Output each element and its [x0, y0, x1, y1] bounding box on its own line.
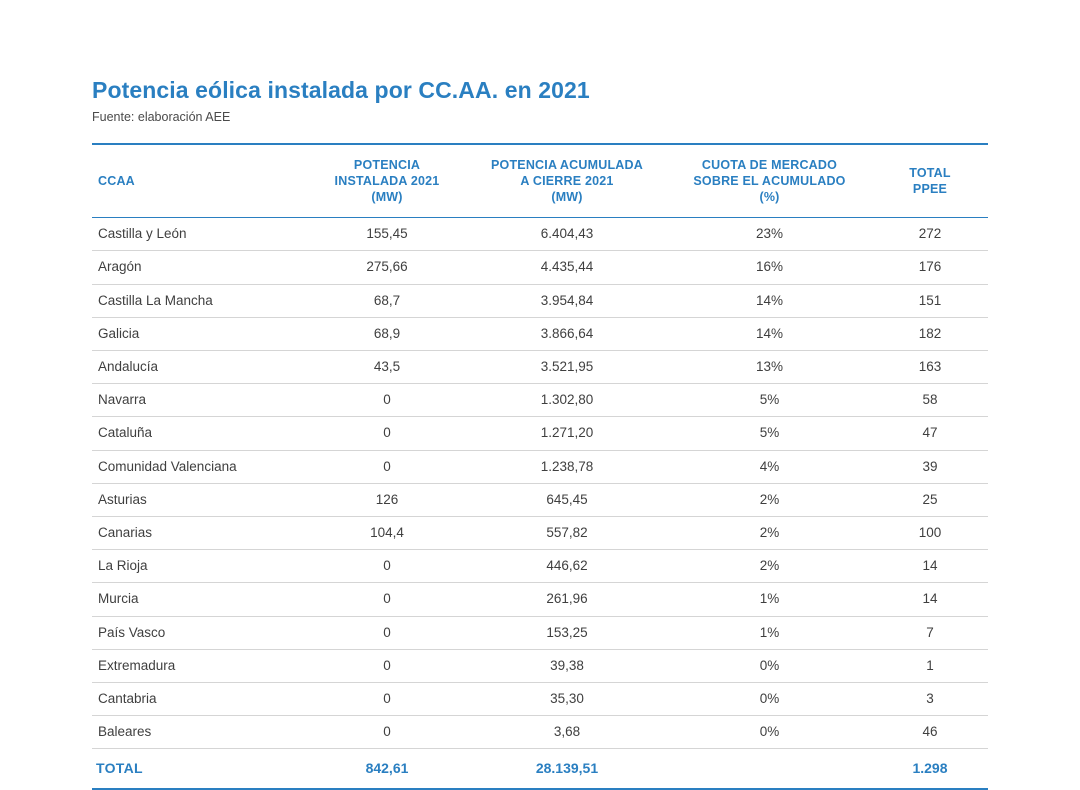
header-line: POTENCIA: [353, 158, 421, 173]
cell-ccaa: Cataluña: [92, 417, 307, 450]
cell-ccaa: Galicia: [92, 317, 307, 350]
cell-instalada: 126: [307, 483, 467, 516]
cell-ccaa: Andalucía: [92, 351, 307, 384]
table-row: [92, 317, 988, 350]
cell-instalada: 0: [307, 716, 467, 749]
cell-instalada: 104,4: [307, 516, 467, 549]
cell-ccaa: Baleares: [92, 716, 307, 749]
cell-ppee: 14: [872, 550, 988, 583]
cell-acumulada: 645,45: [467, 483, 667, 516]
cell-instalada: 155,45: [307, 218, 467, 251]
column-header-potencia-instalada: [307, 144, 467, 218]
cell-cuota: 13%: [667, 351, 872, 384]
cell-ppee: 1: [872, 649, 988, 682]
cell-cuota: 2%: [667, 550, 872, 583]
cell-cuota: 5%: [667, 384, 872, 417]
cell-ppee: 46: [872, 716, 988, 749]
header-line: TOTAL: [909, 166, 951, 181]
table-row: [92, 251, 988, 284]
header-line: A CIERRE 2021: [520, 174, 614, 189]
cell-cuota: 0%: [667, 716, 872, 749]
cell-acumulada: 4.435,44: [467, 251, 667, 284]
cell-ccaa: Navarra: [92, 384, 307, 417]
column-header-total-ppee: [872, 144, 988, 218]
cell-instalada: 68,7: [307, 284, 467, 317]
cell-ccaa: Cantabria: [92, 682, 307, 715]
cell-acumulada: 3.866,64: [467, 317, 667, 350]
table-row: [92, 682, 988, 715]
cell-instalada: 0: [307, 417, 467, 450]
cell-ppee: 151: [872, 284, 988, 317]
cell-instalada: 0: [307, 616, 467, 649]
cell-acumulada: 35,30: [467, 682, 667, 715]
header-line: SOBRE EL ACUMULADO: [693, 174, 846, 189]
cell-acumulada: 153,25: [467, 616, 667, 649]
table-row: [92, 384, 988, 417]
cell-acumulada: 261,96: [467, 583, 667, 616]
header-line: PPEE: [912, 182, 948, 197]
table-row: [92, 218, 988, 251]
table-row: [92, 716, 988, 749]
column-header-potencia-acumulada: [467, 144, 667, 218]
cell-ccaa: Murcia: [92, 583, 307, 616]
cell-acumulada: 1.271,20: [467, 417, 667, 450]
cell-cuota: 16%: [667, 251, 872, 284]
header-line: CCAA: [98, 174, 135, 189]
column-header-ccaa: [92, 144, 307, 218]
cell-ppee: 272: [872, 218, 988, 251]
table-row: [92, 351, 988, 384]
cell-instalada: 0: [307, 450, 467, 483]
cell-ppee: 7: [872, 616, 988, 649]
table-row: [92, 516, 988, 549]
cell-cuota: 0%: [667, 649, 872, 682]
table-row: [92, 417, 988, 450]
cell-acumulada: 446,62: [467, 550, 667, 583]
cell-instalada: 275,66: [307, 251, 467, 284]
cell-ccaa: Castilla La Mancha: [92, 284, 307, 317]
table-row-total: [92, 749, 988, 789]
header-line: POTENCIA ACUMULADA: [491, 158, 643, 173]
cell-ccaa: Extremadura: [92, 649, 307, 682]
cell-cuota: 2%: [667, 516, 872, 549]
source-note: Fuente: elaboración AEE: [92, 110, 231, 125]
cell-ccaa: País Vasco: [92, 616, 307, 649]
cell-ppee: 3: [872, 682, 988, 715]
header-line: (%): [759, 190, 780, 205]
cell-total-acumulada: 28.139,51: [467, 749, 667, 789]
cell-cuota: 14%: [667, 317, 872, 350]
table-row: [92, 649, 988, 682]
cell-acumulada: 1.302,80: [467, 384, 667, 417]
cell-ccaa: La Rioja: [92, 550, 307, 583]
cell-cuota: 14%: [667, 284, 872, 317]
table-row: [92, 583, 988, 616]
cell-acumulada: 557,82: [467, 516, 667, 549]
cell-acumulada: 3.521,95: [467, 351, 667, 384]
cell-ppee: 182: [872, 317, 988, 350]
header-line: INSTALADA 2021: [334, 174, 440, 189]
table-row: [92, 483, 988, 516]
cell-ccaa: Canarias: [92, 516, 307, 549]
cell-instalada: 68,9: [307, 317, 467, 350]
cell-ccaa: Castilla y León: [92, 218, 307, 251]
cell-cuota: 1%: [667, 583, 872, 616]
cell-cuota: 1%: [667, 616, 872, 649]
cell-instalada: 0: [307, 384, 467, 417]
header-line: (MW): [371, 190, 403, 205]
cell-total-cuota: [667, 749, 872, 789]
cell-instalada: 0: [307, 682, 467, 715]
wind-power-table: [92, 143, 988, 790]
cell-instalada: 0: [307, 583, 467, 616]
cell-ppee: 47: [872, 417, 988, 450]
cell-ppee: 39: [872, 450, 988, 483]
cell-acumulada: 6.404,43: [467, 218, 667, 251]
cell-cuota: 5%: [667, 417, 872, 450]
cell-ccaa: Asturias: [92, 483, 307, 516]
cell-ppee: 163: [872, 351, 988, 384]
cell-instalada: 0: [307, 649, 467, 682]
cell-total-instalada: 842,61: [307, 749, 467, 789]
cell-total-label: TOTAL: [92, 749, 307, 789]
cell-ccaa: Comunidad Valenciana: [92, 450, 307, 483]
cell-cuota: 0%: [667, 682, 872, 715]
header-line: CUOTA DE MERCADO: [701, 158, 838, 173]
column-header-cuota-mercado: [667, 144, 872, 218]
cell-cuota: 4%: [667, 450, 872, 483]
cell-ppee: 176: [872, 251, 988, 284]
cell-ppee: 58: [872, 384, 988, 417]
cell-acumulada: 1.238,78: [467, 450, 667, 483]
cell-cuota: 23%: [667, 218, 872, 251]
cell-ppee: 25: [872, 483, 988, 516]
table-row: [92, 550, 988, 583]
cell-acumulada: 39,38: [467, 649, 667, 682]
cell-total-ppee: 1.298: [872, 749, 988, 789]
cell-instalada: 43,5: [307, 351, 467, 384]
cell-instalada: 0: [307, 550, 467, 583]
cell-ccaa: Aragón: [92, 251, 307, 284]
table-row: [92, 616, 988, 649]
page-title: Potencia eólica instalada por CC.AA. en 2021: [92, 77, 590, 103]
header-row: [92, 144, 988, 218]
cell-ppee: 14: [872, 583, 988, 616]
cell-ppee: 100: [872, 516, 988, 549]
header-line: (MW): [551, 190, 583, 205]
table-row: [92, 284, 988, 317]
cell-acumulada: 3.954,84: [467, 284, 667, 317]
table-header: [92, 144, 988, 218]
cell-acumulada: 3,68: [467, 716, 667, 749]
table-row: [92, 450, 988, 483]
table-body: [92, 218, 988, 789]
cell-cuota: 2%: [667, 483, 872, 516]
